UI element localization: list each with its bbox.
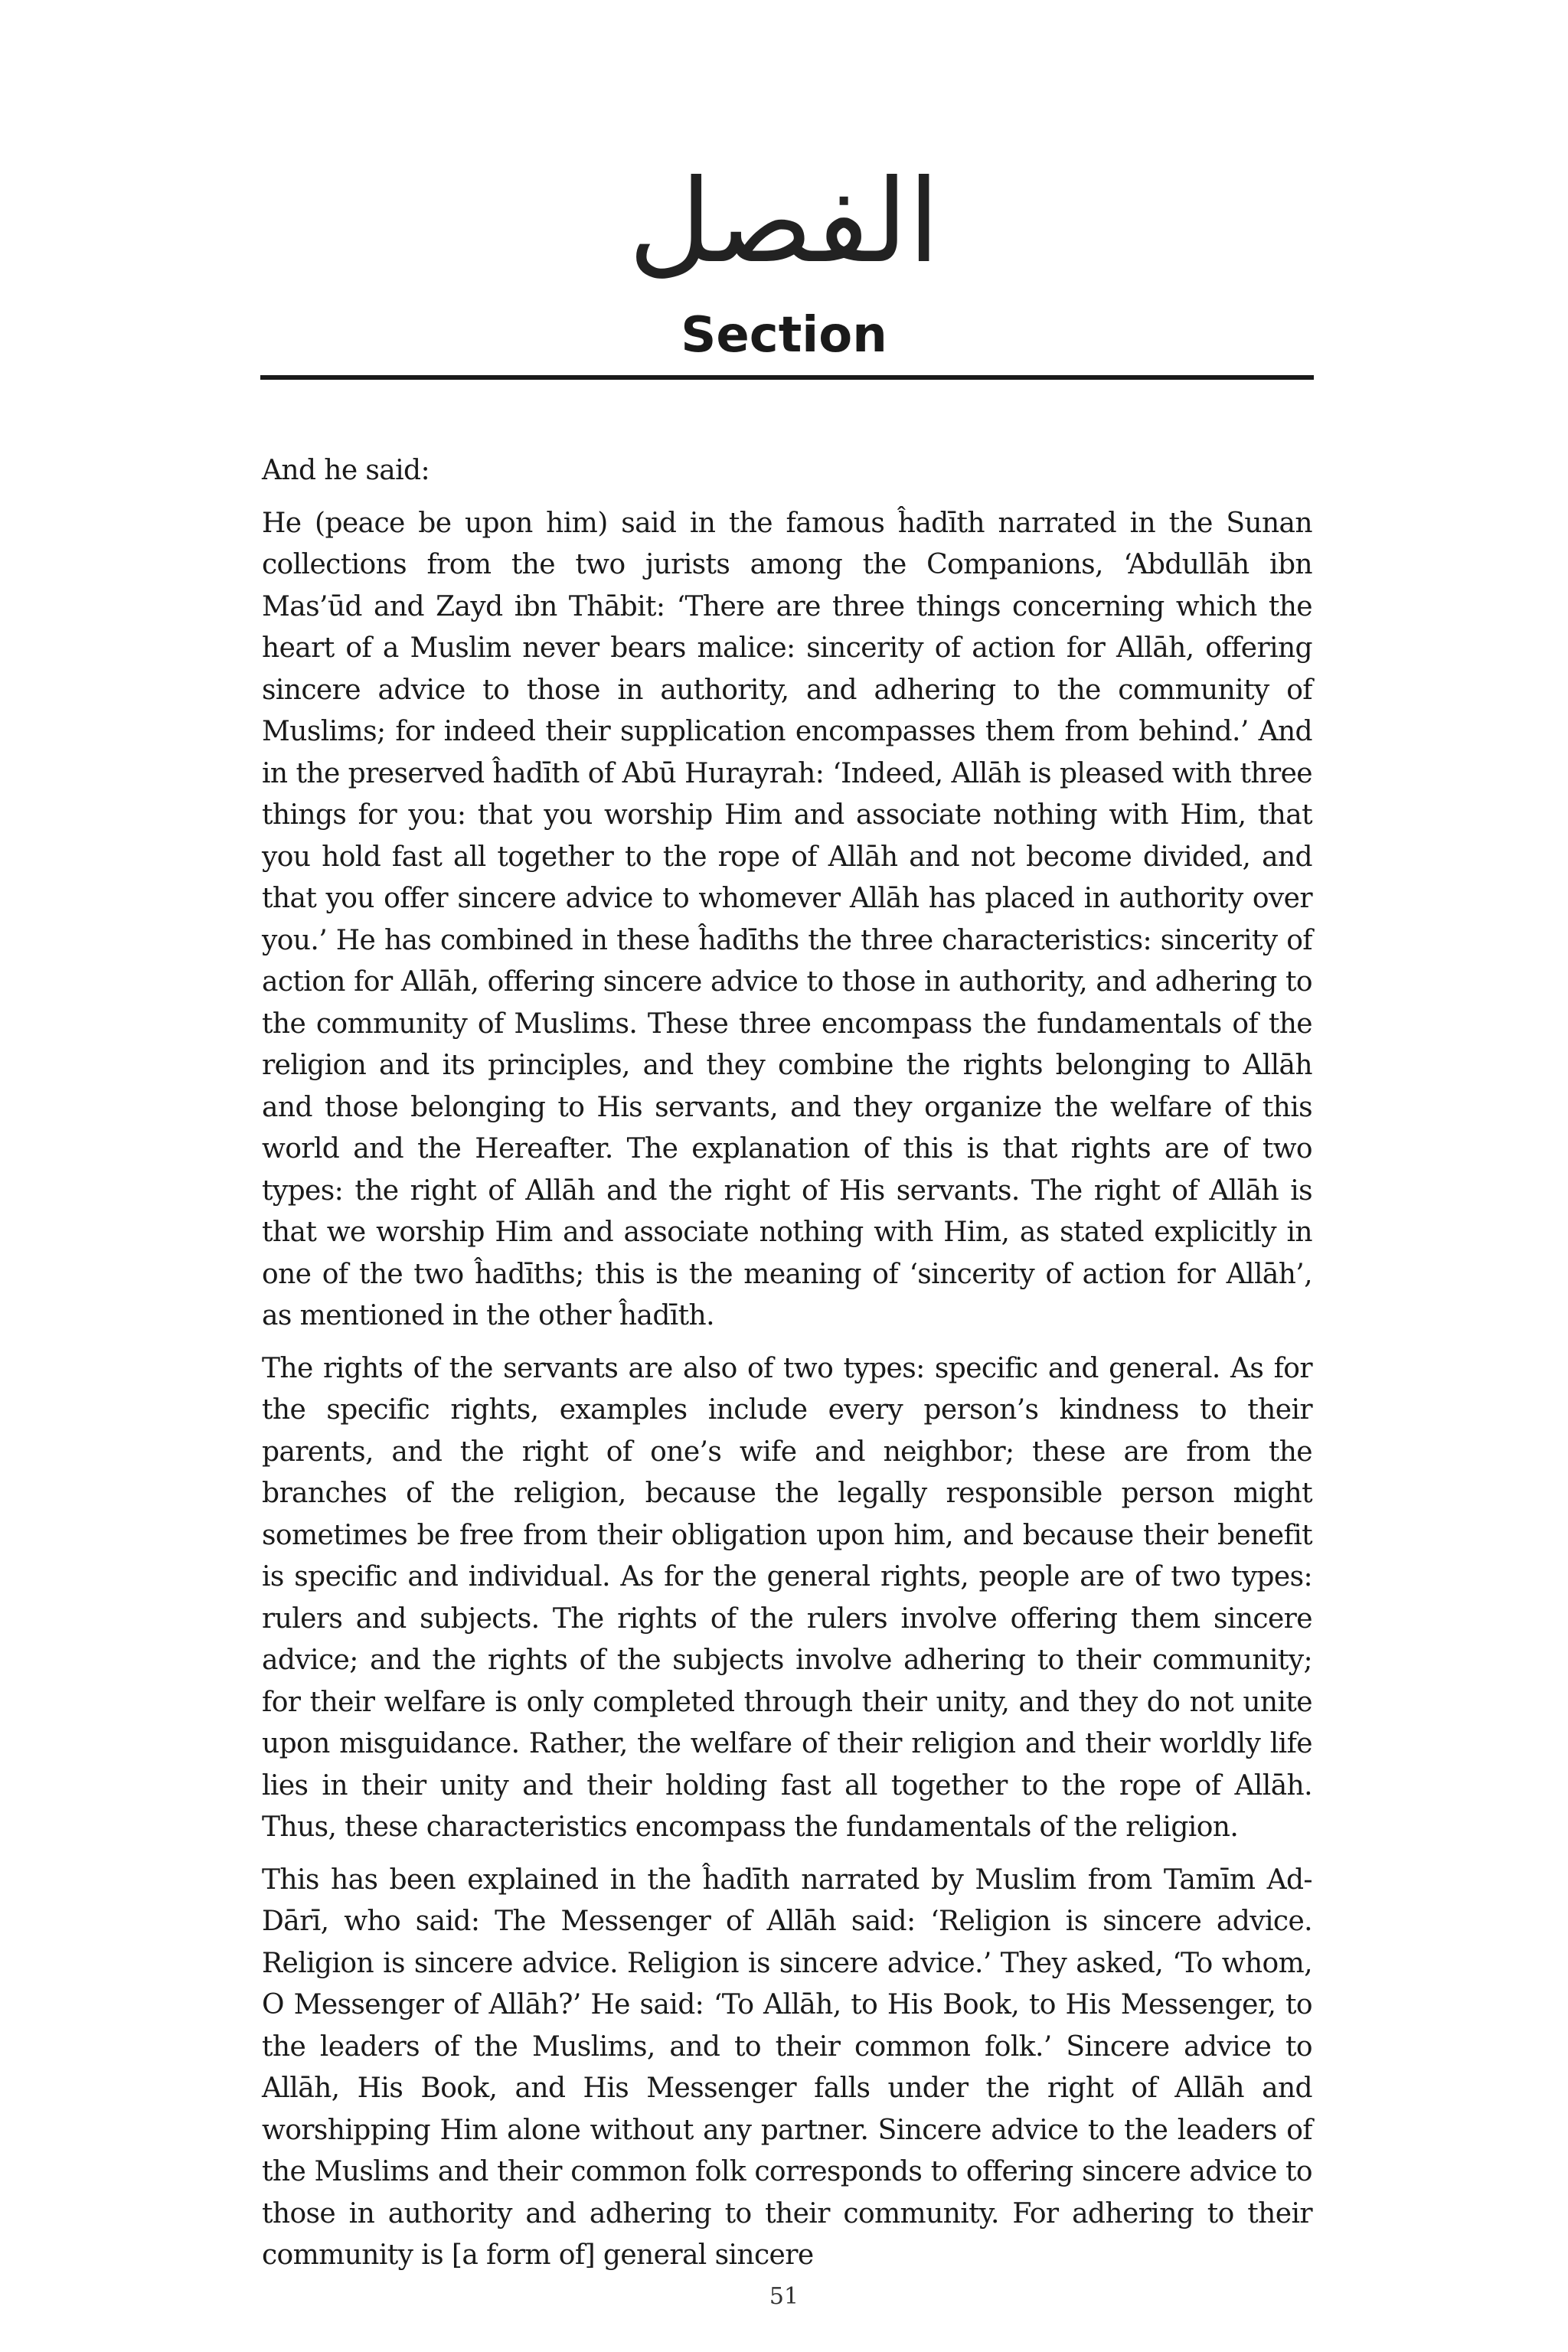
title-underline-divider [260,375,1314,380]
paragraph: He (peace be upon him) said in the famous ĥadīth narrated in the Sunan collections from the two jurists among the Companions, ‘Abdullāh ibn Mas’ūd and Zayd ibn Thābit: ‘There are three things concerning which the heart of a Muslim never bears malice: sincerity of action for Allāh, offering sincere advice to those in authority, and adhering to the community of Muslims; for indeed their supplication encompasses them from behind.’ And in the preserved ĥadīth of Abū Hurayrah: ‘Indeed, Allāh is pleased with three things for you: that you worship Him and associate nothing with Him, that you hold fast all together to the rope of Allāh and not become divided, and that you offer sincere advice to whomever Allāh has placed in authority over you.’ He has combined in these ĥadīths the three characteristics: sincerity of action for Allāh, offering sincere advice to those in authority, and adhering to the community of Muslims. These three encompass the fundamentals of the religion and its principles, and they combine the rights belonging to Allāh and those belonging to His servants, and they organize the welfare of this world and the Hereafter. The explanation of this is that rights are of two types: the right of Allāh and the right of His servants. The right of Allāh is that we worship Him and associate nothing with Him, as stated explicitly in one of the two ĥadīths; this is the meaning of ‘sincerity of action for Allāh’, as mentioned in the other ĥadīth. [262,507,1312,1331]
arabic-section-heading: الفصل [628,155,940,289]
body-text [262,450,1312,2288]
page-number: 51 [769,2283,799,2310]
paragraph: The rights of the servants are also of two types: specific and general. As for the specific rights, examples include every person’s kindness to their parents, and the right of one’s wife and neighbor; these are from the branches of the religion, because the legally responsible person might sometimes be free from their obligation upon him, and because their benefit is specific and individual. As for the general rights, people are of two types: rulers and subjects. The rights of the rulers involve offering them sincere advice; and the rights of the subjects involve adhering to their community; for their welfare is only completed through their unity, and they do not unite upon misguidance. Rather, the welfare of their religion and their worldly life lies in their unity and their holding fast all together to the rope of Allāh. Thus, these characteristics encompass the fundamentals of the religion. [262,1352,1312,1843]
paragraph-intro: And he said: [262,455,430,486]
paragraph: This has been explained in the ĥadīth narrated by Muslim from Tamīm Ad-Dārī, who said: The Messenger of Allāh said: ‘Religion is sincere advice. Religion is sincere advice. Religion is sincere advice.’ They asked, ‘To whom, O Messenger of Allāh?’ He said: ‘To Allāh, to His Book, to His Messenger, to the leaders of the Muslims, and to their common folk.’ Sincere advice to Allāh, His Book, and His Messenger falls under the right of Allāh and worshipping Him alone without any partner. Sincere advice to the leaders of the Muslims and their common folk corresponds to offering sincere advice to those in authority and adhering to their community. For adhering to their community is [a form of] general sincere [262,1864,1312,2271]
page-title: Section [681,307,887,364]
